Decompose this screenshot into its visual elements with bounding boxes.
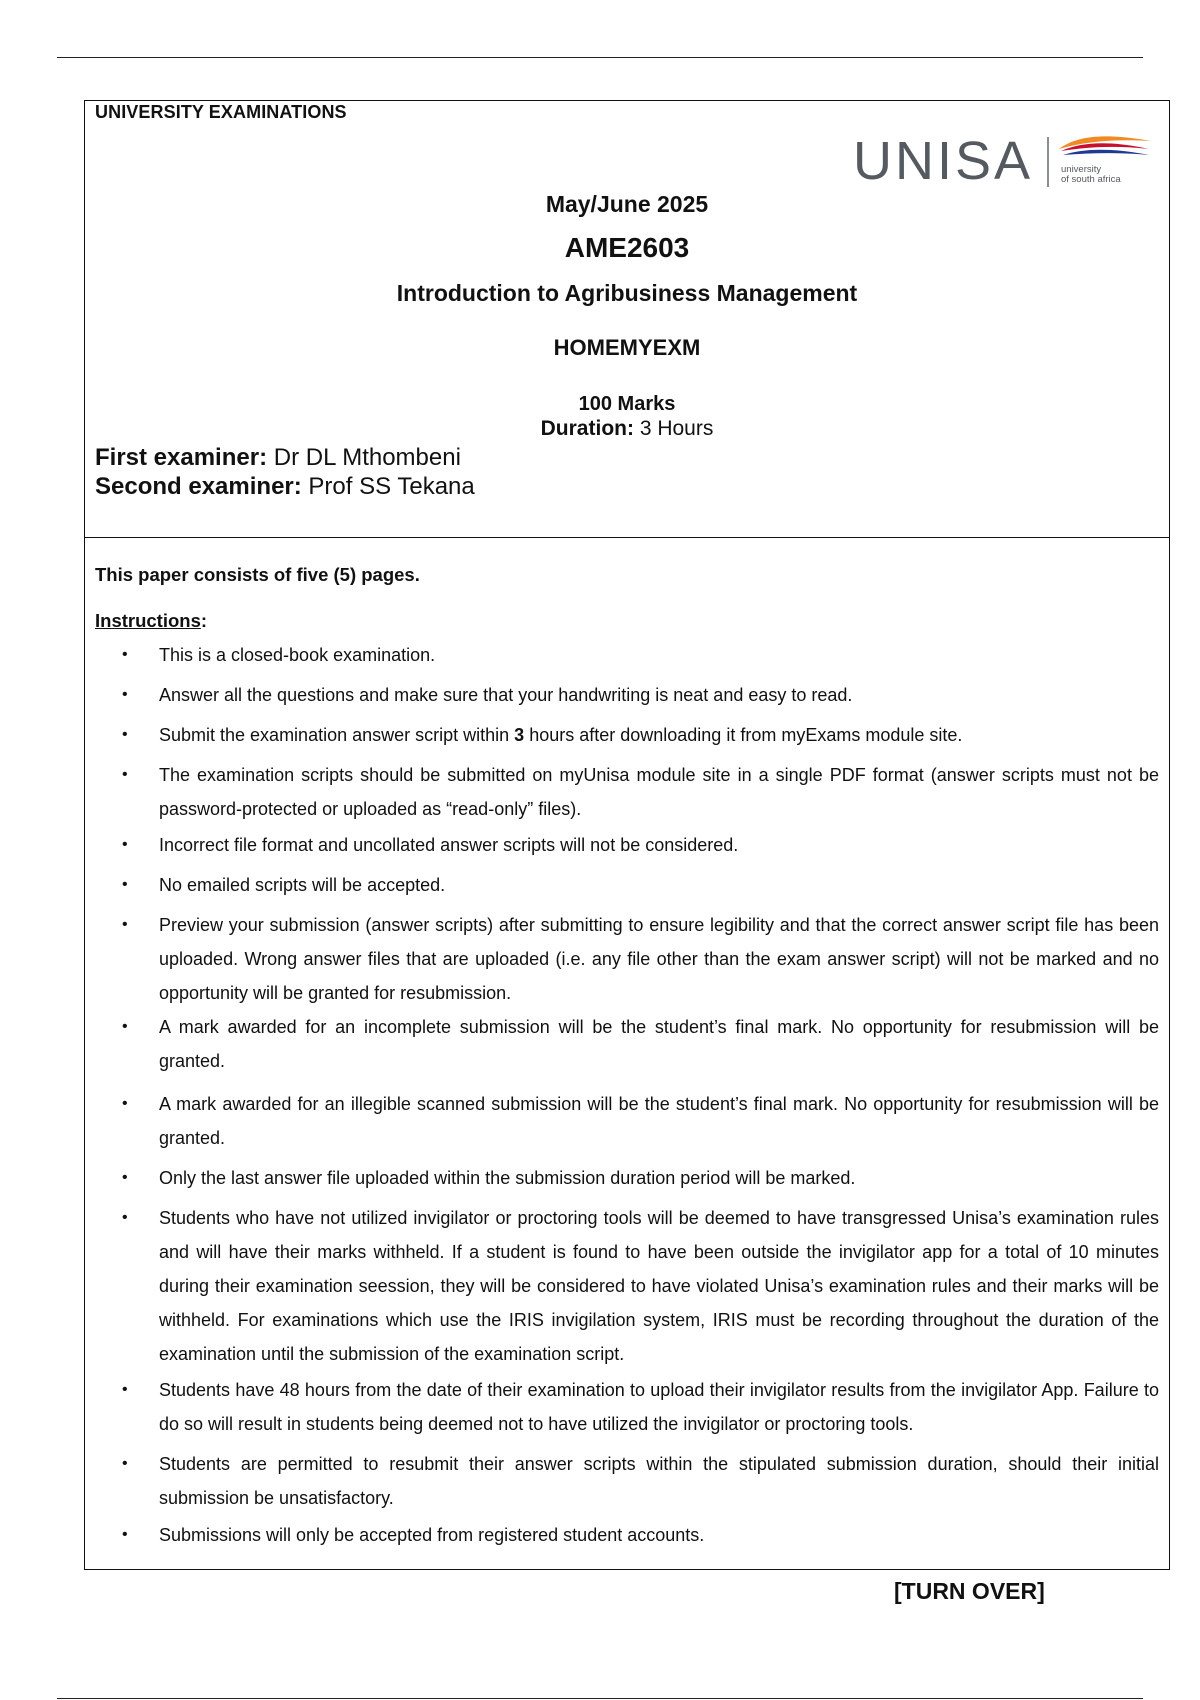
bullet-icon: •	[122, 646, 128, 663]
bullet-icon: •	[122, 726, 128, 743]
duration-label: Duration:	[540, 417, 634, 440]
bullet-icon: •	[122, 1455, 128, 1472]
exam-type: HOMEMYEXM	[553, 335, 701, 360]
top-rule	[57, 57, 1143, 58]
logo-divider	[1047, 137, 1049, 187]
instruction-text: Submit the examination answer script within	[159, 725, 515, 745]
second-examiner	[95, 473, 475, 501]
logo-tagline-line2: of south africa	[1061, 174, 1121, 185]
second-examiner-label: Second examiner:	[95, 473, 302, 500]
first-examiner	[95, 444, 461, 472]
duration-value: 3 Hours	[639, 417, 714, 440]
exam-duration	[85, 417, 1169, 441]
bullet-icon: •	[122, 876, 128, 893]
module-code: AME2603	[564, 232, 690, 263]
second-examiner-name: Prof SS Tekana	[308, 473, 475, 500]
unisa-wordmark: UNISA	[853, 131, 1034, 191]
page-count-note: This paper consists of five (5) pages.	[95, 564, 420, 585]
unisa-swoosh-icon	[1057, 133, 1153, 167]
instruction-text: Incorrect file format and uncollated answer scripts will not be considered.	[159, 835, 739, 855]
bullet-icon: •	[122, 1169, 128, 1186]
instruction-text: Preview your submission (answer scripts) after submitting to ensure legibility and that the correct answer script file has been uploaded. Wrong answer files that are uploaded (i.e. any file other than the exam answer script) will not be marked and no opportunity will be granted for resubmission.	[159, 915, 1159, 1003]
instruction-text: No emailed scripts will be accepted.	[159, 875, 446, 895]
instruction-text: Students who have not utilized invigilator or proctoring tools will be deemed to have transgressed Unisa’s examination rules and will have their marks withheld. If a student is found to have been outside the invigilator app for a total of 10 minutes during their examination seession, they will be considered to have violated Unisa’s examination rules and their marks will be withheld. For examinations which use the IRIS invigilation system, IRIS must be recording throughout the duration of the examination until the submission of the examination script.	[159, 1208, 1159, 1364]
instruction-text: This is a closed-book examination.	[159, 645, 436, 665]
list-item	[122, 1010, 1159, 1078]
instruction-text: A mark awarded for an incomplete submission will be the student’s final mark. No opportunity for resubmission will be granted.	[159, 1017, 1159, 1071]
bullet-icon: •	[122, 766, 128, 783]
bullet-icon: •	[122, 1526, 128, 1543]
list-item	[122, 1447, 1159, 1515]
bullet-icon: •	[122, 1095, 128, 1112]
list-item	[122, 678, 1159, 712]
logo-tagline	[1061, 165, 1121, 185]
bottom-rule	[57, 1698, 1143, 1699]
instruction-text: Students are permitted to resubmit their answer scripts within the stipulated submission duration, should their initial submission be unsatisfactory.	[159, 1454, 1159, 1508]
instruction-text: Students have 48 hours from the date of their examination to upload their invigilator results from the invigilator App. Failure to do so will result in students being deemed not to have utilized the invigilator or proctoring tools.	[159, 1380, 1159, 1434]
list-item	[122, 828, 1159, 862]
list-item	[122, 1518, 1159, 1552]
instruction-text: Submissions will only be accepted from registered student accounts.	[159, 1525, 705, 1545]
list-item	[122, 1087, 1159, 1155]
bullet-icon: •	[122, 836, 128, 853]
list-item	[122, 718, 1159, 752]
exam-cover-frame	[84, 100, 1170, 1570]
list-item	[122, 638, 1159, 672]
list-item	[122, 1373, 1159, 1441]
list-item	[122, 908, 1159, 1010]
first-examiner-label: First examiner:	[95, 444, 268, 471]
list-item	[122, 868, 1159, 902]
university-examinations-label: UNIVERSITY EXAMINATIONS	[95, 102, 347, 122]
bullet-icon: •	[122, 1018, 128, 1035]
unisa-logo	[853, 133, 1155, 193]
instruction-text: Answer all the questions and make sure that your handwriting is neat and easy to read.	[159, 685, 853, 705]
list-item	[122, 758, 1159, 826]
list-item	[122, 1161, 1159, 1195]
bullet-icon: •	[122, 1381, 128, 1398]
instruction-text: A mark awarded for an illegible scanned submission will be the student’s final mark. No opportunity for resubmission will be granted.	[159, 1094, 1159, 1148]
exam-session: May/June 2025	[545, 191, 709, 217]
list-item	[122, 1201, 1159, 1371]
bullet-icon: •	[122, 1209, 128, 1226]
module-title: Introduction to Agribusiness Management	[396, 280, 858, 306]
bullet-icon: •	[122, 916, 128, 933]
instruction-text: The examination scripts should be submitted on myUnisa module site in a single PDF format (answer scripts must not be password-protected or uploaded as “read-only” files).	[159, 765, 1159, 819]
turn-over-label: [TURN OVER]	[894, 1578, 1045, 1604]
first-examiner-name: Dr DL Mthombeni	[273, 444, 461, 471]
instruction-text: Only the last answer file uploaded within the submission duration period will be marked.	[159, 1168, 856, 1188]
instruction-text-rest: hours after downloading it from myExams module site.	[524, 725, 963, 745]
total-marks: 100 Marks	[578, 393, 676, 415]
submit-hours: 3	[514, 725, 525, 745]
instructions-heading-text: Instructions	[95, 610, 201, 631]
logo-tagline-line1: university	[1061, 164, 1102, 175]
bullet-icon: •	[122, 686, 128, 703]
exam-header	[85, 101, 1169, 538]
instructions-heading	[95, 610, 207, 632]
instructions-heading-colon: :	[200, 610, 208, 631]
